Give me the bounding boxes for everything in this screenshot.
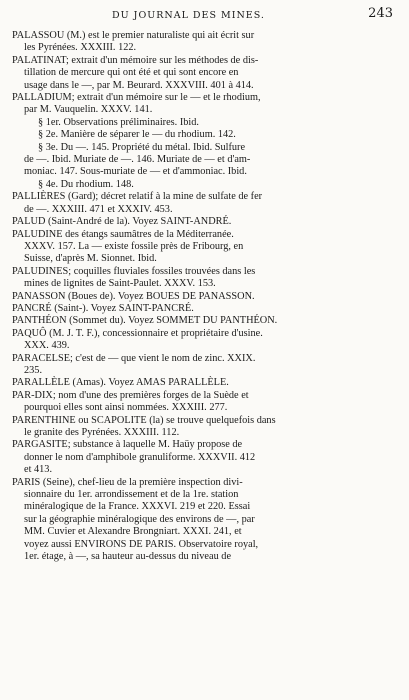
index-entry-line: PAQUÔ (M. J. T. F.), concessionnaire et propriétaire d'usine. xyxy=(12,327,263,339)
index-entry-line: PANCRÉ (Saint-). Voyez SAINT-PANCRÉ. xyxy=(12,302,194,314)
index-entry-line: PANASSON (Boues de). Voyez BOUES DE PANASSON. xyxy=(12,290,255,302)
index-entry-line: PALLADIUM; extrait d'un mémoire sur le — et le rhodium, xyxy=(12,92,261,104)
index-entry-line: PALUDINES; coquilles fluviales fossiles trouvées dans les xyxy=(12,265,256,277)
index-continuation-line: minéralogique de la France. XXXVI. 219 et 220. Essai xyxy=(24,501,251,513)
index-continuation-line: par M. Vauquelin. XXXV. 141. xyxy=(24,104,153,116)
index-entry-line: PARGASITE; substance à laquelle M. Haüy propose de xyxy=(12,439,243,451)
index-continuation-line: sur la géographie minéralogique des environs de —, par xyxy=(24,513,255,525)
index-continuation-line: pourquoi elles sont ainsi nommées. XXXIII. 277. xyxy=(24,402,228,414)
index-continuation-line: 1er. étage, à —, sa hauteur au-dessus du niveau de xyxy=(24,551,232,563)
index-continuation-line: MM. Cuvier et Alexandre Brongniart. XXXI. 241, et xyxy=(24,526,242,538)
index-entry-line: PALATINAT; extrait d'un mémoire sur les méthodes de dis- xyxy=(12,54,259,66)
index-subentry-line: § 1er. Observations préliminaires. Ibid. xyxy=(38,116,199,128)
index-continuation-line: sionnaire du 1er. arrondissement et de la 1re. station xyxy=(24,489,239,501)
running-title: DU JOURNAL DES MINES. xyxy=(112,10,265,21)
index-continuation-line: 235. xyxy=(24,364,43,376)
index-continuation-line: XXXV. 157. La — existe fossile près de Fribourg, en xyxy=(24,240,244,252)
page-number: 243 xyxy=(368,6,393,21)
index-continuation-line: donner le nom d'amphibole granuliforme. XXXVII. 412 xyxy=(24,451,256,463)
index-entry-line: PARIS (Seine), chef-lieu de la première inspection divi- xyxy=(12,476,243,488)
index-continuation-line: de —. XXXIII. 471 et XXXIV. 453. xyxy=(24,203,173,215)
index-continuation-line: usage dans le —, par M. Beurard. XXXVIII. 401 à 414. xyxy=(24,79,254,91)
index-continuation-line: moniac. 147. Sous-muriate de — et d'ammoniac. Ibid. xyxy=(24,166,247,178)
index-subentry-line: § 3e. Du —. 145. Propriété du métal. Ibid. Sulfure xyxy=(38,141,246,153)
index-subentry-line: § 4e. Du rhodium. 148. xyxy=(38,178,134,190)
index-continuation-line: les Pyrénées. XXXIII. 122. xyxy=(24,42,137,54)
index-continuation-line: et 413. xyxy=(24,464,53,476)
index-continuation-line: le granite des Pyrénées. XXXIII. 112. xyxy=(24,427,180,438)
running-head xyxy=(0,6,409,24)
index-entry-line: PALLIÈRES (Gard); décret relatif à la mine de sulfate de fer xyxy=(12,191,263,203)
index-entry-line: PALUDINE des étangs saumâtres de la Méditerranée. xyxy=(12,228,234,240)
index-entry-line: PALUD (Saint-André de la). Voyez SAINT-ANDRÉ. xyxy=(12,216,232,228)
index-continuation-line: voyez aussi ENVIRONS DE PARIS. Observatoire royal, xyxy=(24,538,259,550)
index-subentry-line: § 2e. Manière de séparer le — du rhodium. 142. xyxy=(38,129,236,141)
index-continuation-line: XXX. 439. xyxy=(24,340,70,352)
index-entry-line: PARENTHINE ou SCAPOLITE (la) se trouve quelquefois dans xyxy=(12,414,276,426)
index-entries xyxy=(12,30,391,563)
index-entry-line: PANTHÉON (Sommet du). Voyez SOMMET DU PANTHÉON. xyxy=(12,315,278,327)
index-entry-line: PAR-DIX; nom d'une des premières forges de la Suède et xyxy=(12,389,249,401)
index-entry-line: PARACELSE; c'est de — que vient le nom de zinc. XXIX. xyxy=(12,352,256,364)
index-entry-line: PALASSOU (M.) est le premier naturaliste qui ait écrit sur xyxy=(12,30,255,41)
index-continuation-line: Suisse, d'après M. Sionnet. Ibid. xyxy=(24,253,157,265)
index-continuation-line: mines de lignites de Saint-Paulet. XXXV. 153. xyxy=(24,278,216,290)
index-continuation-line: tillation de mercure qui ont été et qui sont encore en xyxy=(24,67,239,79)
index-continuation-line: de —. Ibid. Muriate de —. 146. Muriate de — et d'am- xyxy=(24,154,251,166)
index-entry-line: PARALLÈLE (Amas). Voyez AMAS PARALLÈLE. xyxy=(12,377,229,389)
